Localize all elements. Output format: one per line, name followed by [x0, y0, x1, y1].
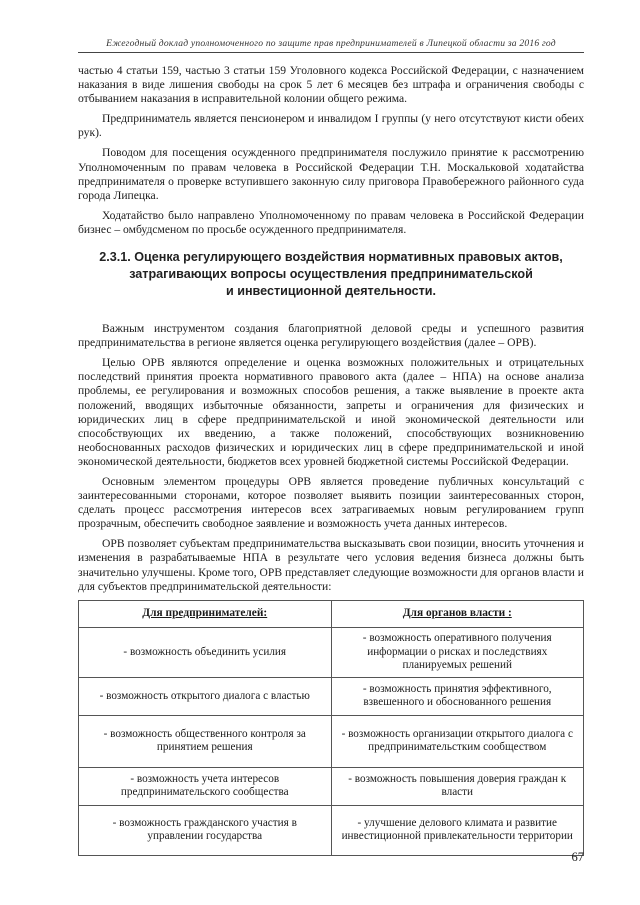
- table-cell: - возможность объединить усилия: [79, 627, 332, 677]
- orv-opportunities-table: [78, 600, 584, 856]
- table-cell: - возможность оперативного получения информации о рисках и последствиях планируемых решений: [331, 627, 584, 677]
- section-heading-line: и инвестиционной деятельности.: [225, 284, 437, 299]
- page-content: [78, 64, 584, 856]
- paragraph: Важным инструментом создания благоприятной деловой среды и успешного развития предпринимательства в регионе является оценка регулирующего воздействия (далее – ОРВ).: [78, 322, 584, 350]
- table-row: [79, 715, 584, 767]
- paragraph: Основным элементом процедуры ОРВ является проведение публичных консультаций с заинтересованными сторонами, которое позволяет выявить позиции заинтересованных сторон, сделать процесс рассмотрения интересов всех затрагиваемых новым регулированием групп прозрачным, обеспечить свободное заявление и возможность учета данных интересов.: [78, 474, 584, 531]
- section-heading-line: затрагивающих вопросы осуществления предпринимательской: [129, 267, 533, 282]
- table-cell: - возможность повышения доверия граждан к власти: [331, 767, 584, 805]
- table-row: [79, 627, 584, 677]
- paragraph: частью 4 статьи 159, частью 3 статьи 159 Уголовного кодекса Российской Федерации, с назначением наказания в виде лишения свободы на срок 5 лет 6 месяцев без штрафа и ограничения свободы с отбыванием наказания в исправительной колонии общего режима.: [78, 64, 584, 106]
- table-cell: - возможность организации открытого диалога с предпринимательстким сообществом: [331, 715, 584, 767]
- table-header-cell: Для предпринимателей:: [79, 600, 332, 627]
- table-cell: - возможность принятия эффективного, взвешенного и обоснованного решения: [331, 677, 584, 715]
- paragraph: Целью ОРВ являются определение и оценка возможных положительных и отрицательных последствий принятия проекта нормативного правового акта (далее – НПА) на основе анализа проблемы, ее регулирования и возможных способов решения, а также выявление в проекте акта положений, вводящих избыточные обязанности, запреты и ограничения для физических и юридических лиц в сфере предпринимательской и иной экономической деятельности или способствующих их введению, а также положений, способствующих возникновению необоснованных расходов физических и юридических лиц в сфере предпринимательской и иной экономической деятельности, бюджетов всех уровней бюджетной системы Российской Федерации.: [78, 356, 584, 468]
- table-row: [79, 677, 584, 715]
- table-header-cell: Для органов власти :: [331, 600, 584, 627]
- page-number: 67: [571, 850, 584, 864]
- section-heading-line: 2.3.1. Оценка регулирующего воздействия нормативных правовых актов,: [99, 250, 563, 265]
- table-row: [79, 767, 584, 805]
- table-header-row: [79, 600, 584, 627]
- running-header: Ежегодный доклад уполномоченного по защите прав предпринимателей в Липецкой области за 2016 год: [106, 38, 556, 49]
- paragraph: Поводом для посещения осужденного предпринимателя послужило принятие к рассмотрению Уполномоченным по правам человека в Российской Федерации Т.Н. Москальковой ходатайства предпринимателя о проверке вступившего законную силу приговора Правобережного районного суда города Липецка.: [78, 146, 584, 202]
- table-cell: - возможность общественного контроля за принятием решения: [79, 715, 332, 767]
- paragraph: Предприниматель является пенсионером и инвалидом I группы (у него отсутствуют кисти обеих рук).: [78, 112, 584, 140]
- table-cell: - возможность открытого диалога с властью: [79, 677, 332, 715]
- table-cell: - улучшение делового климата и развитие инвестиционной привлекательности территории: [331, 805, 584, 855]
- paragraph: Ходатайство было направлено Уполномоченному по правам человека в Российской Федерации бизнес – омбудсменом по просьбе осужденного предпринимателя.: [78, 208, 584, 236]
- header-rule: [78, 52, 584, 53]
- paragraph: ОРВ позволяет субъектам предпринимательства высказывать свои позиции, вносить уточнения и изменения в разрабатываемые НПА в результате чего условия ведения бизнеса должны быть значительно улучшены. Кроме того, ОРВ представляет следующие возможности для органов власти и для субъектов предпринимательской деятельности:: [78, 537, 584, 593]
- table-cell: - возможность учета интересов предпринимательского сообщества: [79, 767, 332, 805]
- table-cell: - возможность гражданского участия в управлении государства: [79, 805, 332, 855]
- table-row: [79, 805, 584, 855]
- section-heading: [78, 249, 584, 300]
